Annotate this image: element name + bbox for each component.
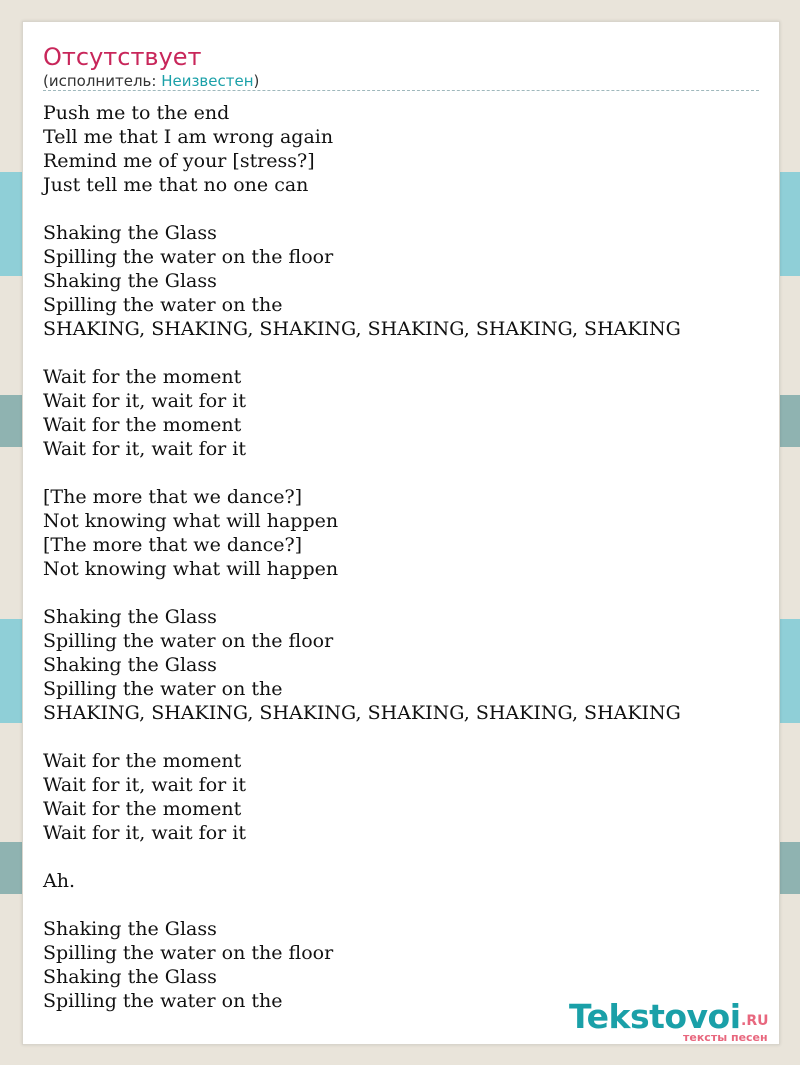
lyric-line: Wait for it, wait for it [43,822,246,844]
lyric-line: Spilling the water on the floor [43,942,334,964]
lyric-line: Spilling the water on the floor [43,630,334,652]
lyric-line: Not knowing what will happen [43,510,339,532]
artist-link[interactable]: Неизвестен [161,72,254,90]
lyric-line [43,845,759,869]
lyric-line: Just tell me that no one can [43,174,309,196]
lyric-line: Shaking the Glass [43,918,217,940]
lyric-line: [The more that we dance?] [43,486,303,508]
lyric-line: Shaking the Glass [43,654,217,676]
lyric-line: Shaking the Glass [43,606,217,628]
song-title: Отсутствует [43,43,202,71]
lyric-line [43,341,759,365]
lyric-line: Spilling the water on the [43,990,283,1012]
logo-domain: .RU [741,1013,769,1029]
lyrics-text [43,101,759,1013]
lyrics-card [22,21,780,1045]
lyric-line: Wait for it, wait for it [43,390,246,412]
site-logo[interactable] [569,997,784,1047]
lyric-line [43,893,759,917]
lyric-line [43,581,759,605]
lyric-line: Wait for the moment [43,414,242,436]
lyric-line: Wait for the moment [43,366,242,388]
lyric-line: Wait for the moment [43,798,242,820]
lyric-line: Shaking the Glass [43,270,217,292]
artist-line [43,71,259,91]
lyric-line: Shaking the Glass [43,222,217,244]
lyric-line: SHAKING, SHAKING, SHAKING, SHAKING, SHAKING, SHAKING [43,318,681,340]
lyric-line: Push me to the end [43,102,230,124]
lyric-line [43,725,759,749]
lyric-line: Spilling the water on the floor [43,246,334,268]
lyric-line [43,461,759,485]
lyric-line: SHAKING, SHAKING, SHAKING, SHAKING, SHAKING, SHAKING [43,702,681,724]
lyric-line: Wait for it, wait for it [43,438,246,460]
lyric-line: Wait for it, wait for it [43,774,246,796]
lyric-line: Spilling the water on the [43,678,283,700]
lyric-line: Not knowing what will happen [43,558,339,580]
lyric-line: Shaking the Glass [43,966,217,988]
lyric-line: Wait for the moment [43,750,242,772]
lyric-line: Tell me that I am wrong again [43,126,334,148]
artist-prefix: (исполнитель: [43,72,162,90]
artist-suffix: ) [253,72,260,90]
lyric-line [43,197,759,221]
title-divider [43,90,759,91]
logo-wordmark: Tekstovoi [569,997,741,1036]
lyric-line: Spilling the water on the [43,294,283,316]
lyric-line: Remind me of your [stress?] [43,150,315,172]
lyric-line: Ah. [43,870,75,892]
logo-subtitle: тексты песен [683,1031,768,1044]
lyric-line: [The more that we dance?] [43,534,303,556]
